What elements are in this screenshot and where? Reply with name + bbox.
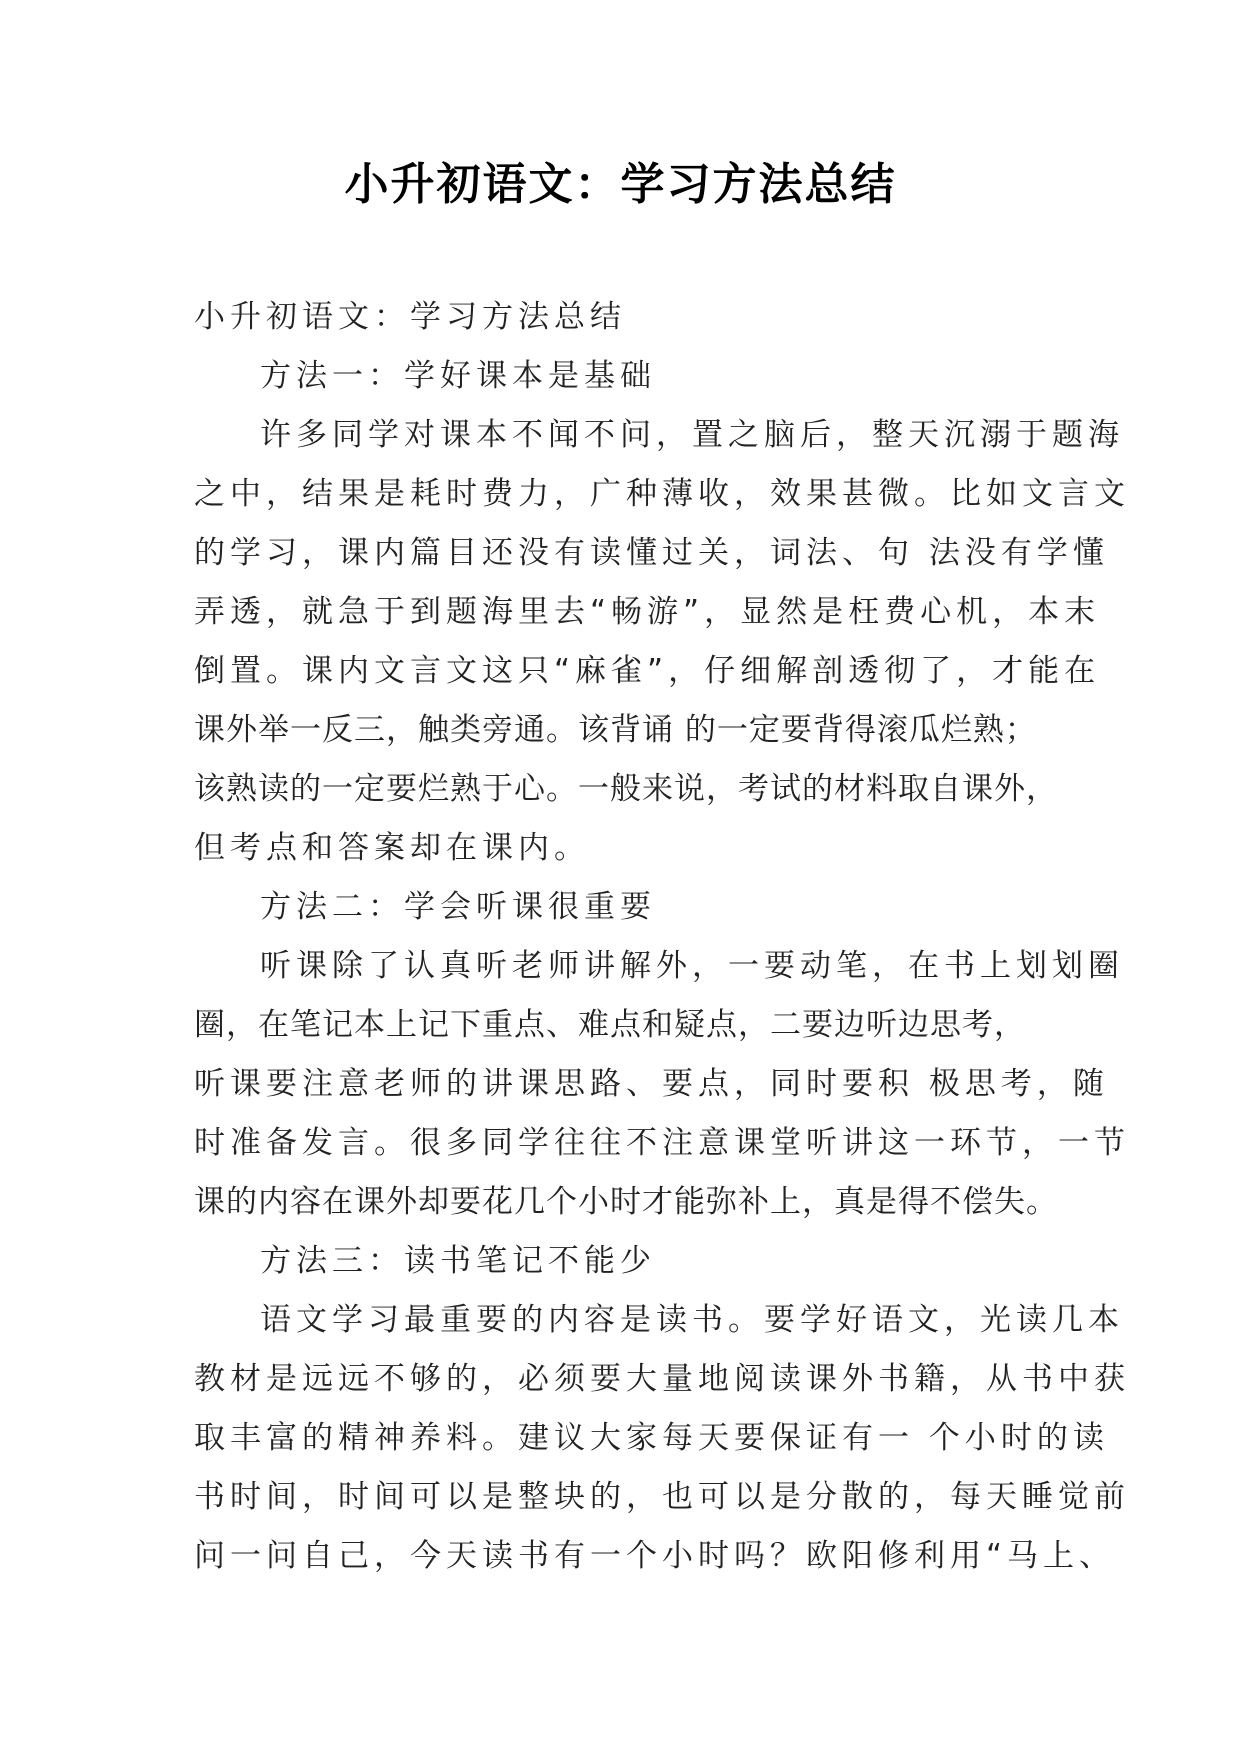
text-line: 时准备发言。很多同学往往不注意课堂听讲这一环节，一节 <box>194 1125 1130 1161</box>
text-line: 但考点和答案却在课内。 <box>194 830 590 866</box>
text-line: 该熟读的一定要烂熟于心。一般来说，考试的材料取自课外， <box>194 771 1058 807</box>
text-line: 圈，在笔记本上记下重点、难点和疑点，二要边听边思考， <box>194 1007 1026 1043</box>
text-line: 之中，结果是耗时费力，广种薄收，效果甚微。比如文言文 <box>194 476 1130 512</box>
text-line: 的学习，课内篇目还没有读懂过关，词法、句 法没有学懂 <box>194 535 1109 571</box>
text-line: 问一问自己，今天读书有一个小时吗？欧阳修利用“马上、 <box>194 1538 1116 1574</box>
text-line: 许多同学对课本不闻不问，置之脑后，整天沉溺于题海 <box>260 417 1124 453</box>
text-line: 书时间，时间可以是整块的，也可以是分散的，每天睡觉前 <box>194 1479 1130 1515</box>
section-heading: 方法一：学好课本是基础 <box>260 358 656 394</box>
document-title: 小升初语文：学习方法总结 <box>344 159 897 210</box>
text-line: 取丰富的精神养料。建议大家每天要保证有一 个小时的读 <box>194 1420 1109 1456</box>
text-line: 语文学习最重要的内容是读书。要学好语文，光读几本 <box>260 1302 1124 1338</box>
text-line: 课外举一反三，触类旁通。该背诵 的一定要背得滚瓜烂熟； <box>194 712 1037 748</box>
text-line: 教材是远远不够的，必须要大量地阅读课外书籍，从书中获 <box>194 1361 1130 1397</box>
section-heading: 方法二：学会听课很重要 <box>260 889 656 925</box>
document-body <box>194 288 1130 1586</box>
text-line: 倒置。课内文言文这只“麻雀”，仔细解剖透彻了，才能在 <box>194 653 1101 689</box>
text-line: 弄透，就急于到题海里去“畅游”，显然是枉费心机，本末 <box>194 594 1101 630</box>
text-line: 小升初语文：学习方法总结 <box>194 299 626 335</box>
section-heading: 方法三：读书笔记不能少 <box>260 1243 656 1279</box>
text-line: 课的内容在课外却要花几个小时才能弥补上，真是得不偿失。 <box>194 1184 1058 1220</box>
text-line: 听课除了认真听老师讲解外，一要动笔，在书上划划圈 <box>260 948 1124 984</box>
text-line: 听课要注意老师的讲课思路、要点，同时要积 极思考，随 <box>194 1066 1109 1102</box>
